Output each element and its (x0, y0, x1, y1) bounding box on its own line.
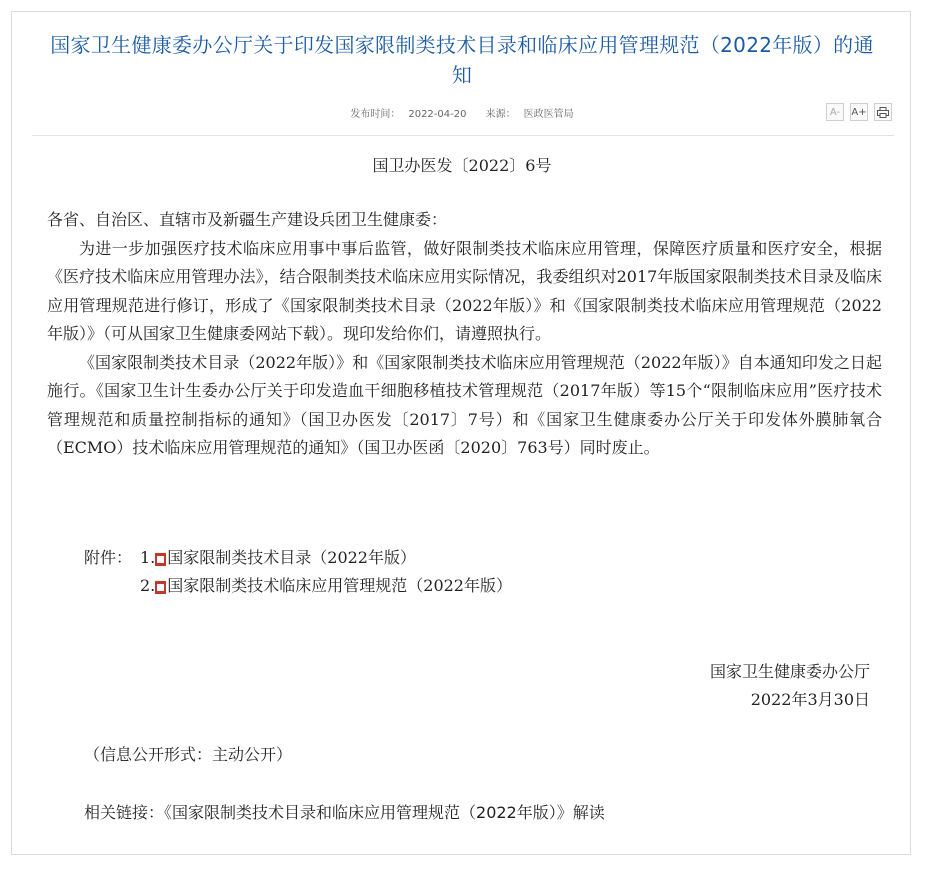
page-title: 国家卫生健康委办公厅关于印发国家限制类技术目录和临床应用管理规范（2022年版）的通知 (50, 33, 874, 87)
print-icon (877, 107, 889, 118)
attachments (84, 544, 512, 600)
article-container (11, 11, 911, 855)
attachment-row-1 (84, 544, 512, 572)
divider (32, 135, 894, 136)
related-link[interactable]: 《国家限制类技术目录和临床应用管理规范（2022年版）》解读 (164, 803, 605, 822)
increase-font-button[interactable]: A+ (850, 103, 868, 121)
attachment-link-2[interactable]: 国家限制类技术临床应用管理规范（2022年版） (167, 576, 512, 595)
attachment-number: 2. (140, 576, 156, 595)
paragraph-1: 为进一步加强医疗技术临床应用事中事后监管，做好限制类技术临床应用管理，保障医疗质量和医疗安全，根据《医疗技术临床应用管理办法》，结合限制类技术临床应用实际情况，我委组织对2017年版国家限制类技术目录及临床应用管理规范进行修订，形成了《国家限制类技术目录（2022年版）》和《国家限制类技术临床应用管理规范（2022年版）》（可从国家卫生健康委网站下载）。现印发给你们，请遵照执行。 (47, 238, 882, 343)
disclosure-note: （信息公开形式：主动公开） (84, 745, 293, 764)
salutation: 各省、自治区、直辖市及新疆生产建设兵团卫生健康委： (47, 210, 448, 229)
source-label: 来源： (485, 109, 516, 120)
attachments-label: 附件： (84, 548, 133, 567)
signature-block (710, 658, 870, 714)
article-meta (12, 105, 912, 120)
pdf-icon (155, 553, 166, 566)
attachment-row-2 (84, 572, 512, 600)
print-button[interactable] (874, 103, 892, 121)
paragraph-2: 《国家限制类技术目录（2022年版）》和《国家限制类技术临床应用管理规范（2022年版）》自本通知印发之日起施行。《国家卫生计生委办公厅关于印发造血干细胞移植技术管理规范（2017年版）等15个“限制临床应用”医疗技术管理规范和质量控制指标的通知》（国卫办医发〔2017〕7号）和《国家卫生健康委办公厅关于印发体外膜肺氧合（ECMO）技术临床应用管理规范的通知》（国卫办医函〔2020〕763号）同时废止。 (47, 352, 882, 457)
publish-time: 2022-04-20 (408, 109, 467, 120)
related-label: 相关链接： (84, 803, 165, 822)
article-body (47, 206, 882, 463)
decrease-font-button[interactable]: A- (826, 103, 844, 121)
pdf-icon (155, 581, 166, 594)
issue-date: 2022年3月30日 (750, 690, 870, 709)
issuer: 国家卫生健康委办公厅 (709, 662, 870, 681)
source: 医政医管局 (523, 109, 574, 120)
document-number: 国卫办医发〔2022〕6号 (372, 156, 552, 175)
publish-time-label: 发布时间： (350, 109, 401, 120)
attachment-link-1[interactable]: 国家限制类技术目录（2022年版） (167, 548, 416, 567)
article-tools (826, 103, 892, 121)
related-links (84, 800, 605, 823)
attachment-number: 1. (140, 548, 156, 567)
